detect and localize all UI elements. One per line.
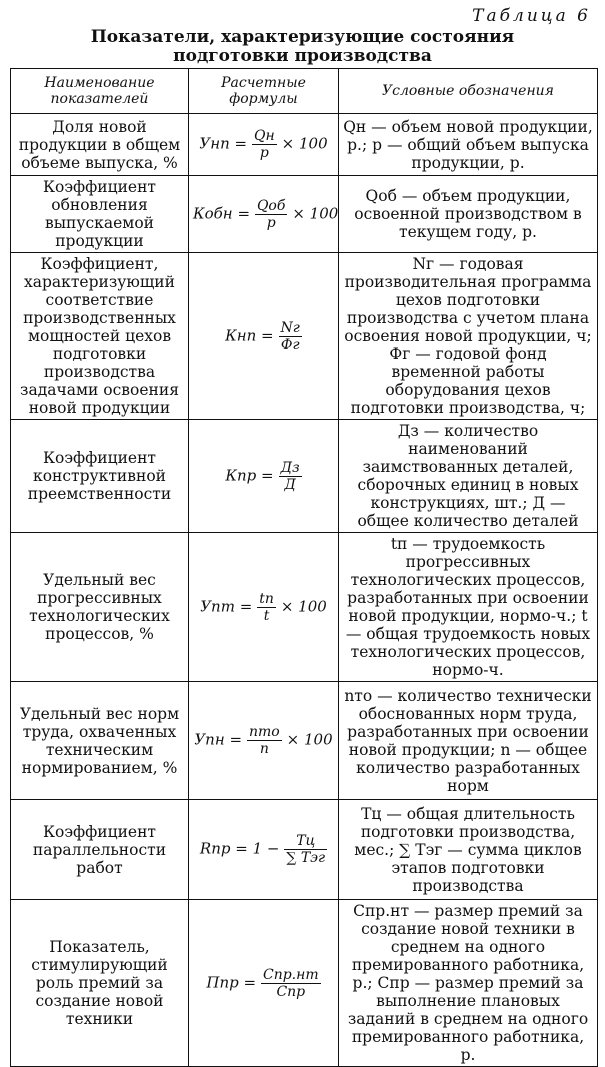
formula-denominator: n <box>259 741 269 757</box>
formula-fraction <box>247 724 282 757</box>
indicator-name: Доля новой продукции в общем объеме выпуска, % <box>11 114 189 176</box>
indicator-name: Удельный вес норм труда, охваченных техническим нормированием, % <box>11 682 189 800</box>
table-row <box>11 176 598 253</box>
table-row <box>11 900 598 1067</box>
title-line-1: Показатели, характеризующие состояния <box>90 27 515 47</box>
table-row <box>11 682 598 800</box>
formula-denominator: t <box>263 607 270 624</box>
indicator-notation: Nг — годовая производительная программа цехов подготовки производства с учетом плана освоения новой продукции, ч; Фг — годовой фонд временной работы оборудования цехов подготовки производства, ч; <box>339 253 598 420</box>
indicator-formula <box>189 900 339 1067</box>
indicator-formula <box>189 420 339 533</box>
formula-lhs: Кобн = <box>193 204 251 222</box>
formula-fraction <box>257 591 276 624</box>
formula-denominator: р <box>259 145 269 161</box>
table-title <box>0 28 605 66</box>
indicator-notation: Дз — количество наименований заимствованных деталей, сборочных единиц в новых конструкциях, шт.; Д — общее количество деталей <box>339 420 598 533</box>
indicator-name: Удельный вес прогрессивных технологических процессов, % <box>11 533 189 682</box>
formula-numerator: Дз <box>280 459 300 476</box>
formula-lhs: Ппр = <box>206 973 257 991</box>
formula-rhs: × 100 <box>286 730 333 749</box>
formula-numerator: tп <box>259 590 274 607</box>
header-notation: Условные обозначения <box>339 69 598 114</box>
table-row <box>11 800 598 900</box>
indicator-notation: Тц — общая длительность подготовки производства, мес.; ∑ Тэг — сумма циклов этапов подготовки производства <box>339 800 598 900</box>
formula-denominator: Фг <box>280 336 300 353</box>
formula-rhs: × 100 <box>292 204 339 222</box>
indicator-name: Коэффициент обновления выпускаемой продукции <box>11 176 189 253</box>
formula-numerator: Qоб <box>256 197 286 214</box>
formula-fraction <box>261 967 321 1000</box>
formula-denominator: Д <box>284 476 296 493</box>
indicator-formula <box>189 176 339 253</box>
formula-numerator: Спр.нт <box>262 966 319 983</box>
formula-fraction <box>279 320 302 353</box>
formula-numerator: Тц <box>284 833 327 850</box>
table-row <box>11 253 598 420</box>
indicator-name: Коэффициент, характеризующий соответствие производственных мощностей цехов подготовки производства задачами освоения новой продукции <box>11 253 189 420</box>
indicator-name: Коэффициент конструктивной преемственности <box>11 420 189 533</box>
indicator-notation: Спр.нт — размер премий за создание новой техники в среднем на одного премированного работника, р.; Спр — размер премий за выполнение плановых заданий в среднем на одного премированного работника, р. <box>339 900 598 1067</box>
formula-denominator: Спр <box>276 983 306 1000</box>
title-line-2: подготовки производства <box>173 46 432 66</box>
indicator-notation: Qоб — объем продукции, освоенной производством в текущем году, р. <box>339 176 598 253</box>
formula-numerator: Nг <box>280 319 300 336</box>
indicator-name: Показатель, стимулирующий роль премий за создание новой техники <box>11 900 189 1067</box>
formula-lhs: Унп = <box>199 134 248 153</box>
indicator-formula <box>189 114 339 176</box>
formula-numerator: nто <box>249 724 280 740</box>
indicator-formula <box>189 800 339 900</box>
indicator-notation: Qн — объем новой продукции, р.; р — общий объем выпуска продукции, р. <box>339 114 598 176</box>
header-name: Наименование показателей <box>11 69 189 114</box>
formula-fraction <box>252 128 277 161</box>
indicator-formula <box>189 533 339 682</box>
formula-numerator: Qн <box>254 128 275 144</box>
formula-denominator: р <box>266 214 276 231</box>
table-row <box>11 114 598 176</box>
formula-fraction <box>255 198 287 231</box>
indicator-notation: nто — количество технически обоснованных норм труда, разработанных при освоении новой продукции; n — общее количество разработанных норм <box>339 682 598 800</box>
indicator-formula <box>189 253 339 420</box>
indicator-name: Коэффициент параллельности работ <box>11 800 189 900</box>
formula-rhs: × 100 <box>281 134 328 153</box>
table-caption: Таблица 6 <box>472 6 591 26</box>
indicators-table <box>10 68 598 1067</box>
formula-lhs: Кнп = <box>225 326 274 344</box>
formula-denominator: ∑ Тэг <box>286 850 326 866</box>
formula-lhs: Упн = <box>194 730 243 749</box>
header-row <box>11 69 598 114</box>
formula-lhs: Кпр = <box>225 466 274 484</box>
indicator-notation: tп — трудоемкость прогрессивных технологических процессов, разработанных при освоении новой продукции, нормо-ч.; t — общая трудоемкость новых технологических процессов, нормо-ч. <box>339 533 598 682</box>
indicator-formula <box>189 682 339 800</box>
formula-fraction <box>284 833 327 866</box>
header-formula: Расчетные формулы <box>189 69 339 114</box>
formula-rhs: × 100 <box>280 597 327 615</box>
table-row <box>11 420 598 533</box>
formula-lhs: Rпр = 1 − <box>199 839 280 858</box>
formula-lhs: Упт = <box>200 597 253 615</box>
formula-fraction <box>279 460 302 493</box>
table-row <box>11 533 598 682</box>
